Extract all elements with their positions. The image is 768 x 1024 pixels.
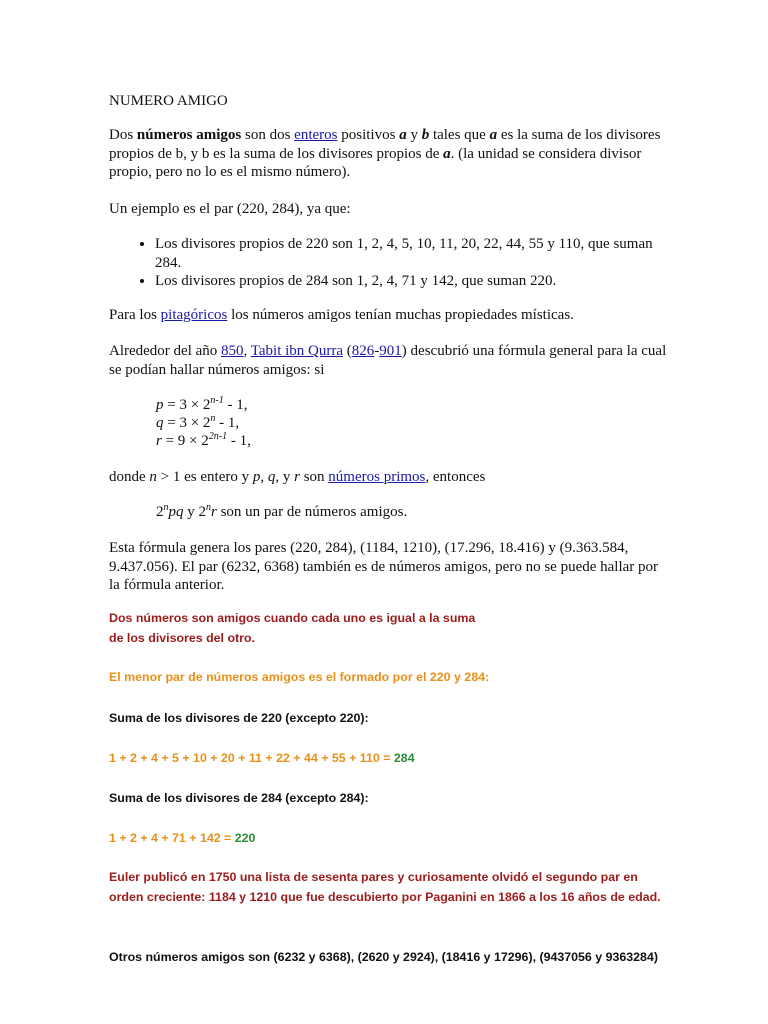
conditions-paragraph: donde n > 1 es entero y p, q, y r son números primos, entonces	[109, 469, 486, 485]
formula-q: $q = 3 \times 2^n - 1$,	[156, 413, 240, 431]
sum-284-result: 220	[234, 831, 256, 845]
intro-paragraph: Dos números amigos son dos enteros positivos a y b tales que a es la suma de los divisores propios de b, y b es la suma de los divisores propios de a. (la unidad se considera divisor propio, pero no lo es el mismo número).	[109, 127, 661, 180]
other-pairs-paragraph: Otros números amigos son (6232 y 6368), (2620 y 2924), (18416 y 17296), (9437056 y 9363284)	[109, 950, 658, 964]
sum-284-heading: Suma de los divisores de 284 (excepto 284):	[109, 791, 369, 805]
definition-red: Dos números son amigos cuando cada uno es igual a la suma de los divisores del otro.	[109, 611, 476, 645]
formula-block	[156, 396, 251, 450]
link-826[interactable]: 826	[351, 343, 375, 359]
link-pitagoricos[interactable]: pitagóricos	[160, 307, 228, 323]
page-title: NUMERO AMIGO	[109, 93, 228, 109]
formula-r: $r = 9 \times 2^{2n-1} - 1$,	[156, 431, 251, 449]
link-901[interactable]: 901	[379, 343, 402, 359]
pythagorean-paragraph: Para los pitagóricos los números amigos tenían muchas propiedades místicas.	[109, 307, 574, 323]
amicable-pair-formula: 2$^n$pq y 2$^n$r son un par de números amigos.	[156, 502, 408, 520]
euler-paragraph: Euler publicó en 1750 una lista de sesenta pares y curiosamente olvidó el segundo par en orden creciente: 1184 y 1210 que fue descubierto por Paganini en 1866 a los 16 años de edad.	[109, 870, 661, 904]
tabit-paragraph: Alrededor del año 850, Tabit ibn Qurra (826-901) descubrió una fórmula general para la cual se podían hallar números amigos: si	[109, 343, 667, 378]
term-numeros-amigos: números amigos	[136, 127, 242, 143]
link-tabit-ibn-qurra[interactable]: Tabit ibn Qurra	[250, 343, 344, 359]
list-item: • Los divisores propios de 220 son 1, 2, 4, 5, 10, 11, 20, 22, 44, 55 y 110, que suman 284.	[155, 235, 669, 272]
sum-220-result: 284	[393, 751, 415, 765]
divisor-list	[109, 235, 669, 291]
sum-284-expression: 1 + 2 + 4 + 71 + 142 = 220	[109, 831, 256, 845]
list-item: • Los divisores propios de 284 son 1, 2, 4, 71 y 142, que suman 220.	[155, 272, 669, 291]
link-enteros[interactable]: enteros	[294, 127, 338, 143]
sum-220-expression: 1 + 2 + 4 + 5 + 10 + 20 + 11 + 22 + 44 + 55 + 110 = 284	[109, 751, 415, 765]
link-numeros-primos[interactable]: números primos	[328, 469, 426, 485]
formula-p: $p = 3 \times 2^{n-1} - 1$,	[156, 395, 248, 413]
sum-220-heading: Suma de los divisores de 220 (excepto 220):	[109, 711, 369, 725]
link-850[interactable]: 850	[221, 343, 244, 359]
example-paragraph: Un ejemplo es el par (220, 284), ya que:	[109, 201, 351, 217]
generated-pairs-paragraph: Esta fórmula genera los pares (220, 284), (1184, 1210), (17.296, 18.416) y (9.363.584, 9.437.056). El par (6232, 6368) también es de números amigos, pero no se puede hallar por la fórmula anterior.	[109, 540, 659, 593]
smallest-pair-note: El menor par de números amigos es el formado por el 220 y 284:	[109, 670, 490, 684]
